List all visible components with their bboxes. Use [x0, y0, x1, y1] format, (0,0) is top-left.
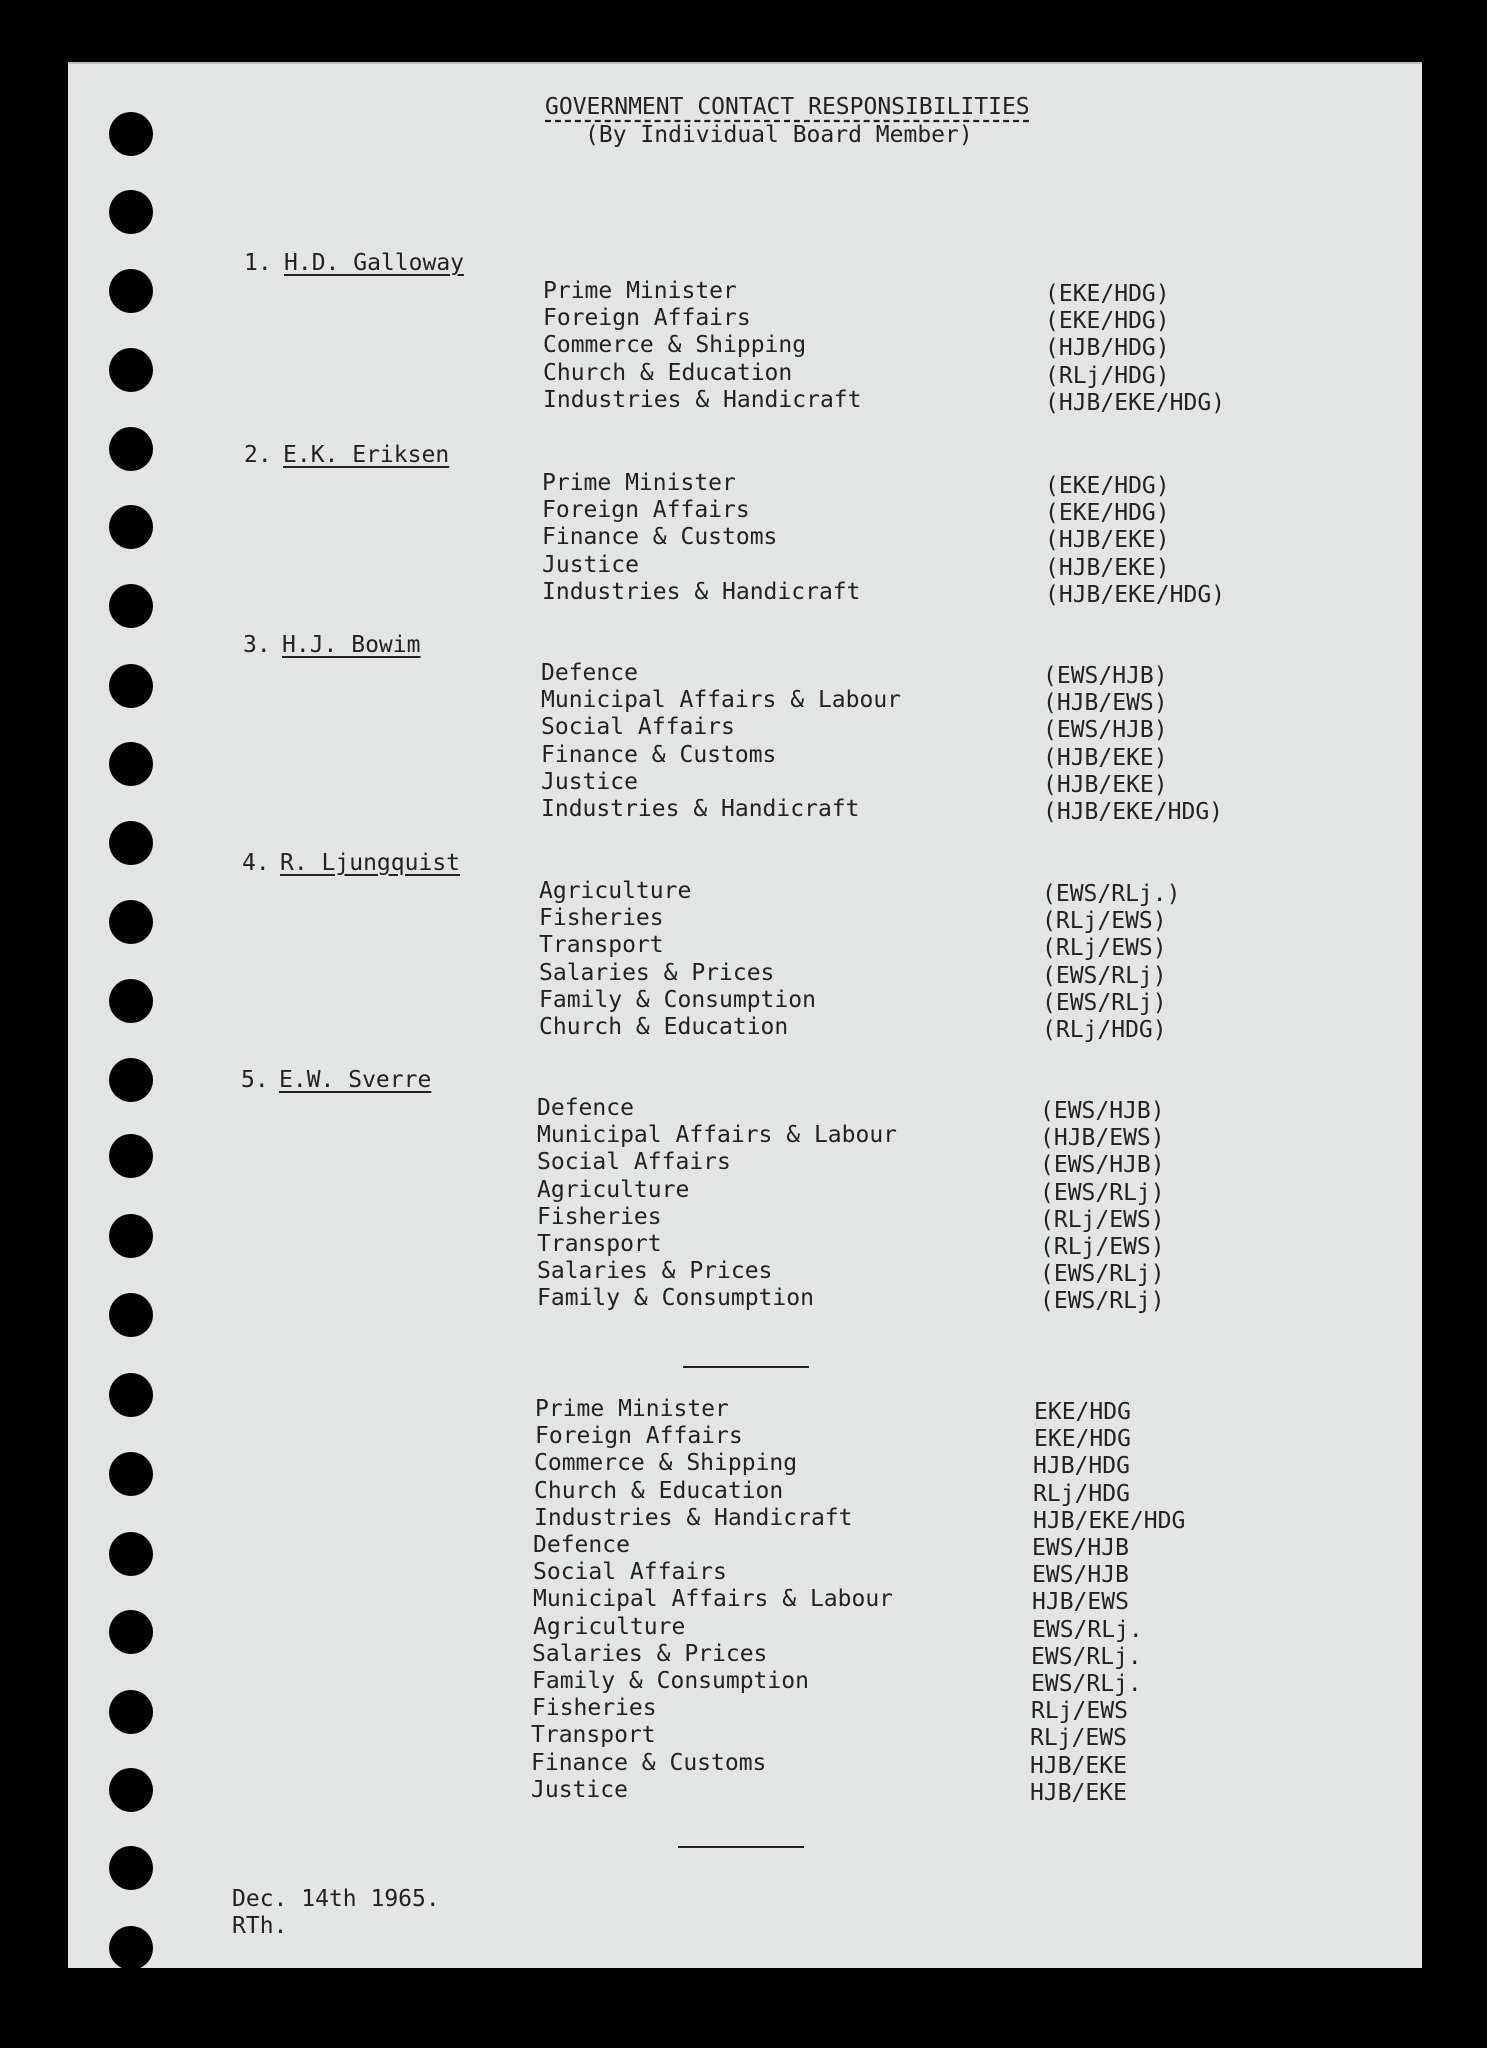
summary-code: RLj/EWS [1030, 1725, 1127, 1752]
binder-hole [109, 1532, 153, 1576]
ministry-name: Justice [541, 768, 638, 795]
summary-ministry: Transport [531, 1722, 656, 1749]
summary-ministry: Justice [531, 1776, 628, 1803]
binder-hole [109, 1134, 153, 1178]
member-name: R. Ljungquist [280, 850, 461, 876]
ministry-name: Social Affairs [541, 714, 735, 741]
ministry-name: Social Affairs [537, 1149, 731, 1176]
binder-hole [109, 190, 153, 234]
member-number: 3. [243, 632, 271, 658]
binder-hole [109, 1214, 153, 1258]
ministry-name: Agriculture [537, 1176, 690, 1203]
member-number: 1. [244, 250, 272, 276]
binder-hole [109, 1610, 153, 1654]
summary-ministry: Defence [533, 1532, 630, 1558]
binder-hole [109, 1373, 153, 1417]
ministry-name: Fisheries [537, 1203, 662, 1230]
contact-code: (EKE/HDG) [1045, 308, 1170, 335]
member-name: E.W. Sverre [279, 1067, 432, 1093]
binder-hole [109, 505, 153, 549]
contact-code: (EKE/HDG) [1045, 473, 1170, 499]
summary-code: EWS/RLj. [1031, 1671, 1142, 1697]
summary-ministry: Social Affairs [533, 1559, 727, 1586]
binder-hole [109, 269, 153, 313]
ministry-name: Municipal Affairs & Labour [537, 1122, 898, 1149]
binder-hole [109, 1846, 153, 1890]
summary-ministry: Industries & Handicraft [534, 1504, 853, 1531]
summary-code: HJB/HDG [1033, 1453, 1130, 1480]
summary-code: HJB/EWS [1032, 1589, 1129, 1616]
contact-code: (EWS/RLj) [1040, 1261, 1165, 1288]
binder-hole [109, 979, 153, 1023]
binder-hole [109, 348, 153, 392]
contact-code: (HJB/EKE) [1045, 554, 1170, 581]
summary-ministry: Commerce & Shipping [534, 1450, 798, 1477]
summary-code: HJB/EKE/HDG [1033, 1507, 1186, 1534]
ministry-name: Prime Minister [543, 278, 737, 304]
summary-ministry: Salaries & Prices [532, 1640, 768, 1667]
contact-code: (EWS/RLj) [1040, 1179, 1165, 1206]
contact-code: (RLj/EWS) [1040, 1206, 1165, 1233]
summary-code: EWS/RLj. [1032, 1616, 1143, 1643]
contact-code: (HJB/EKE/HDG) [1043, 799, 1224, 825]
contact-code: (HJB/HDG) [1045, 335, 1170, 362]
ministry-name: Commerce & Shipping [543, 332, 807, 359]
contact-code: (HJB/EKE) [1045, 527, 1170, 554]
ministry-name: Transport [539, 932, 664, 959]
document-subtitle: (By Individual Board Member) [585, 122, 973, 148]
contact-code: (HJB/EKE) [1043, 744, 1168, 771]
paper-edge [68, 62, 1422, 64]
ministry-name: Family & Consumption [537, 1285, 814, 1312]
member-number: 2. [244, 442, 272, 468]
ministry-name: Industries & Handicraft [543, 386, 862, 413]
document-page [68, 62, 1422, 1968]
contact-code: (HJB/EKE/HDG) [1045, 581, 1226, 608]
summary-code: EKE/HDG [1034, 1426, 1131, 1453]
binder-hole [109, 1293, 153, 1337]
contact-code: (RLj/HDG) [1045, 362, 1170, 389]
summary-ministry: Finance & Customs [531, 1749, 767, 1776]
member-name: H.D. Galloway [284, 250, 465, 276]
binder-hole [109, 1058, 153, 1102]
binder-hole [109, 112, 153, 156]
contact-code: (EWS/RLj) [1040, 1288, 1165, 1315]
ministry-name: Fisheries [539, 905, 664, 932]
ministry-name: Family & Consumption [539, 986, 816, 1013]
ministry-name: Foreign Affairs [543, 305, 751, 332]
contact-code: (EWS/RLj.) [1042, 881, 1181, 907]
ministry-name: Transport [537, 1231, 662, 1257]
binder-hole [109, 742, 153, 786]
summary-ministry: Fisheries [532, 1695, 657, 1722]
contact-code: (RLj/EWS) [1042, 935, 1167, 962]
binder-hole [109, 1768, 153, 1812]
member-name: E.K. Eriksen [283, 442, 450, 468]
contact-code: (EKE/HDG) [1045, 500, 1170, 527]
contact-code: (EWS/RLj) [1042, 962, 1167, 989]
ministry-name: Church & Education [539, 1014, 789, 1040]
footer-date: Dec. 14th 1965. [232, 1886, 440, 1912]
contact-code: (EWS/HJB) [1040, 1152, 1165, 1179]
footer-initials: RTh. [232, 1913, 288, 1939]
binder-hole [109, 664, 153, 708]
ministry-name: Church & Education [543, 359, 793, 386]
ministry-name: Justice [542, 551, 639, 578]
summary-code: EWS/HJB [1032, 1535, 1129, 1561]
binder-hole [109, 1926, 153, 1968]
ministry-name: Salaries & Prices [539, 959, 775, 986]
contact-code: (EWS/HJB) [1043, 663, 1168, 689]
ministry-name: Defence [541, 660, 638, 686]
divider-rule [678, 1846, 804, 1848]
binder-hole [109, 900, 153, 944]
binder-hole [109, 584, 153, 628]
summary-ministry: Church & Education [534, 1477, 784, 1504]
summary-code: HJB/EKE [1030, 1779, 1127, 1806]
ministry-name: Agriculture [539, 878, 692, 904]
summary-code: EWS/HJB [1032, 1562, 1129, 1589]
contact-code: (HJB/EWS) [1043, 690, 1168, 717]
contact-code: (HJB/EWS) [1040, 1125, 1165, 1152]
summary-code: HJB/EKE [1030, 1752, 1127, 1779]
contact-code: (HJB/EKE) [1043, 771, 1168, 798]
summary-ministry: Family & Consumption [532, 1668, 809, 1694]
binder-hole [109, 1452, 153, 1496]
contact-code: (EKE/HDG) [1045, 281, 1170, 307]
ministry-name: Industries & Handicraft [542, 578, 861, 605]
ministry-name: Industries & Handicraft [541, 796, 860, 822]
binder-hole [109, 427, 153, 471]
summary-ministry: Municipal Affairs & Labour [533, 1586, 894, 1613]
ministry-name: Prime Minister [542, 470, 736, 496]
document-title: GOVERNMENT CONTACT RESPONSIBILITIES [545, 94, 1030, 120]
contact-code: (RLj/EWS) [1042, 908, 1167, 935]
member-name: H.J. Bowim [282, 632, 421, 658]
summary-ministry: Foreign Affairs [535, 1423, 743, 1450]
binder-hole [109, 821, 153, 865]
summary-code: EKE/HDG [1034, 1399, 1131, 1425]
member-number: 5. [241, 1067, 269, 1093]
summary-ministry: Agriculture [533, 1613, 686, 1640]
contact-code: (RLj/HDG) [1042, 1017, 1167, 1043]
ministry-name: Foreign Affairs [542, 497, 750, 524]
contact-code: (EWS/HJB) [1043, 717, 1168, 744]
summary-code: RLj/HDG [1033, 1480, 1130, 1507]
summary-code: EWS/RLj. [1031, 1643, 1142, 1670]
ministry-name: Finance & Customs [541, 741, 777, 768]
contact-code: (HJB/EKE/HDG) [1045, 389, 1226, 416]
ministry-name: Salaries & Prices [537, 1258, 773, 1285]
ministry-name: Defence [537, 1095, 634, 1121]
contact-code: (EWS/RLj) [1042, 989, 1167, 1016]
divider-rule [683, 1366, 809, 1368]
member-number: 4. [242, 850, 270, 876]
summary-code: RLj/EWS [1031, 1698, 1128, 1725]
ministry-name: Municipal Affairs & Labour [541, 687, 902, 714]
contact-code: (EWS/HJB) [1040, 1098, 1165, 1124]
binder-hole [109, 1690, 153, 1734]
summary-ministry: Prime Minister [535, 1396, 729, 1422]
contact-code: (RLj/EWS) [1040, 1234, 1165, 1260]
ministry-name: Finance & Customs [542, 524, 778, 551]
